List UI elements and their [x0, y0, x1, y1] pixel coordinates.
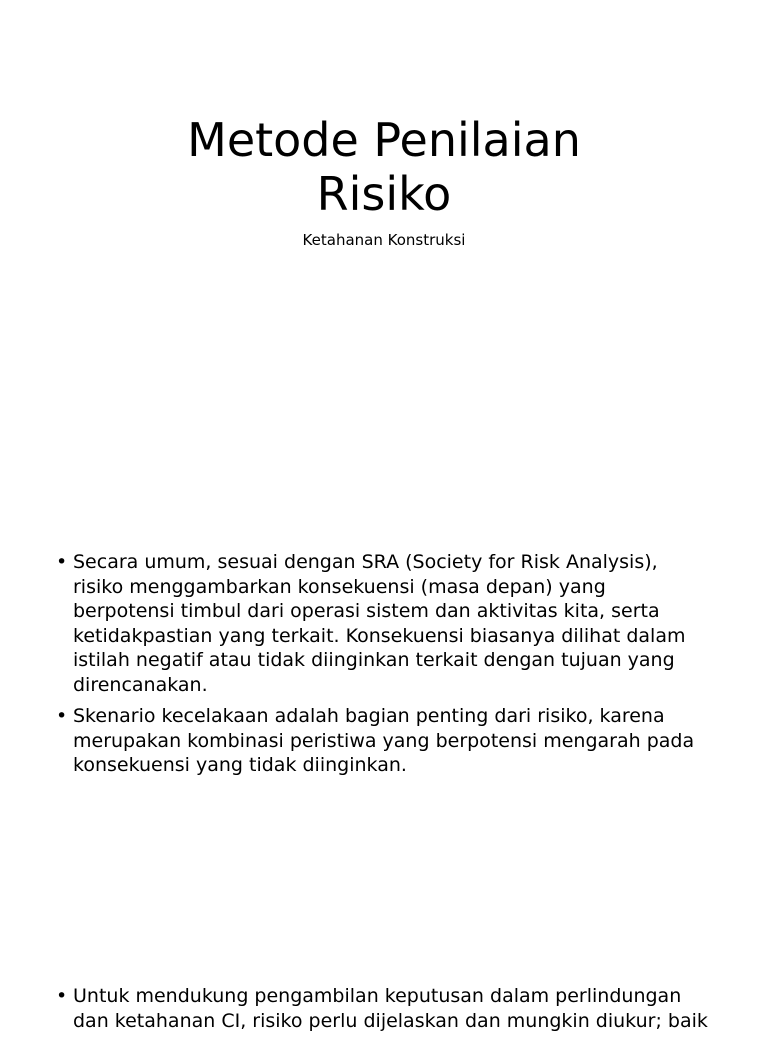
bullet-item: [56, 704, 706, 778]
slide-title-line-2: Risiko: [316, 167, 452, 221]
bullet-dot-icon: •: [56, 705, 68, 727]
bullet-dot-icon: •: [56, 551, 68, 573]
bullet-item: [56, 984, 716, 1033]
bullet-list-slide-3: [56, 984, 716, 1040]
bullet-dot-icon: •: [56, 985, 68, 1007]
bullet-text: Secara umum, sesuai dengan SRA (Society for Risk Analysis), risiko menggambarkan konsekuensi (masa depan) yang berpotensi timbul dari operasi sistem dan aktivitas kita, serta ketidakpastian yang terkait. Konsekuensi biasanya dilihat dalam istilah negatif atau tidak diinginkan terkait dengan tujuan yang direncanakan.: [73, 551, 686, 696]
bullet-list-slide-2: [56, 550, 706, 785]
slide-title: [0, 113, 768, 221]
bullet-text: Skenario kecelakaan adalah bagian penting dari risiko, karena merupakan kombinasi peristiwa yang berpotensi mengarah pada konsekuensi yang tidak diinginkan.: [73, 705, 695, 776]
slide-subtitle: Ketahanan Konstruksi: [302, 231, 466, 249]
bullet-text: Untuk mendukung pengambilan keputusan dalam perlindungan dan ketahanan CI, risiko perlu dijelaskan dan mungkin diukur; baik: [73, 985, 708, 1032]
slide-title-line-1: Metode Penilaian: [187, 113, 581, 167]
bullet-item: [56, 550, 706, 697]
